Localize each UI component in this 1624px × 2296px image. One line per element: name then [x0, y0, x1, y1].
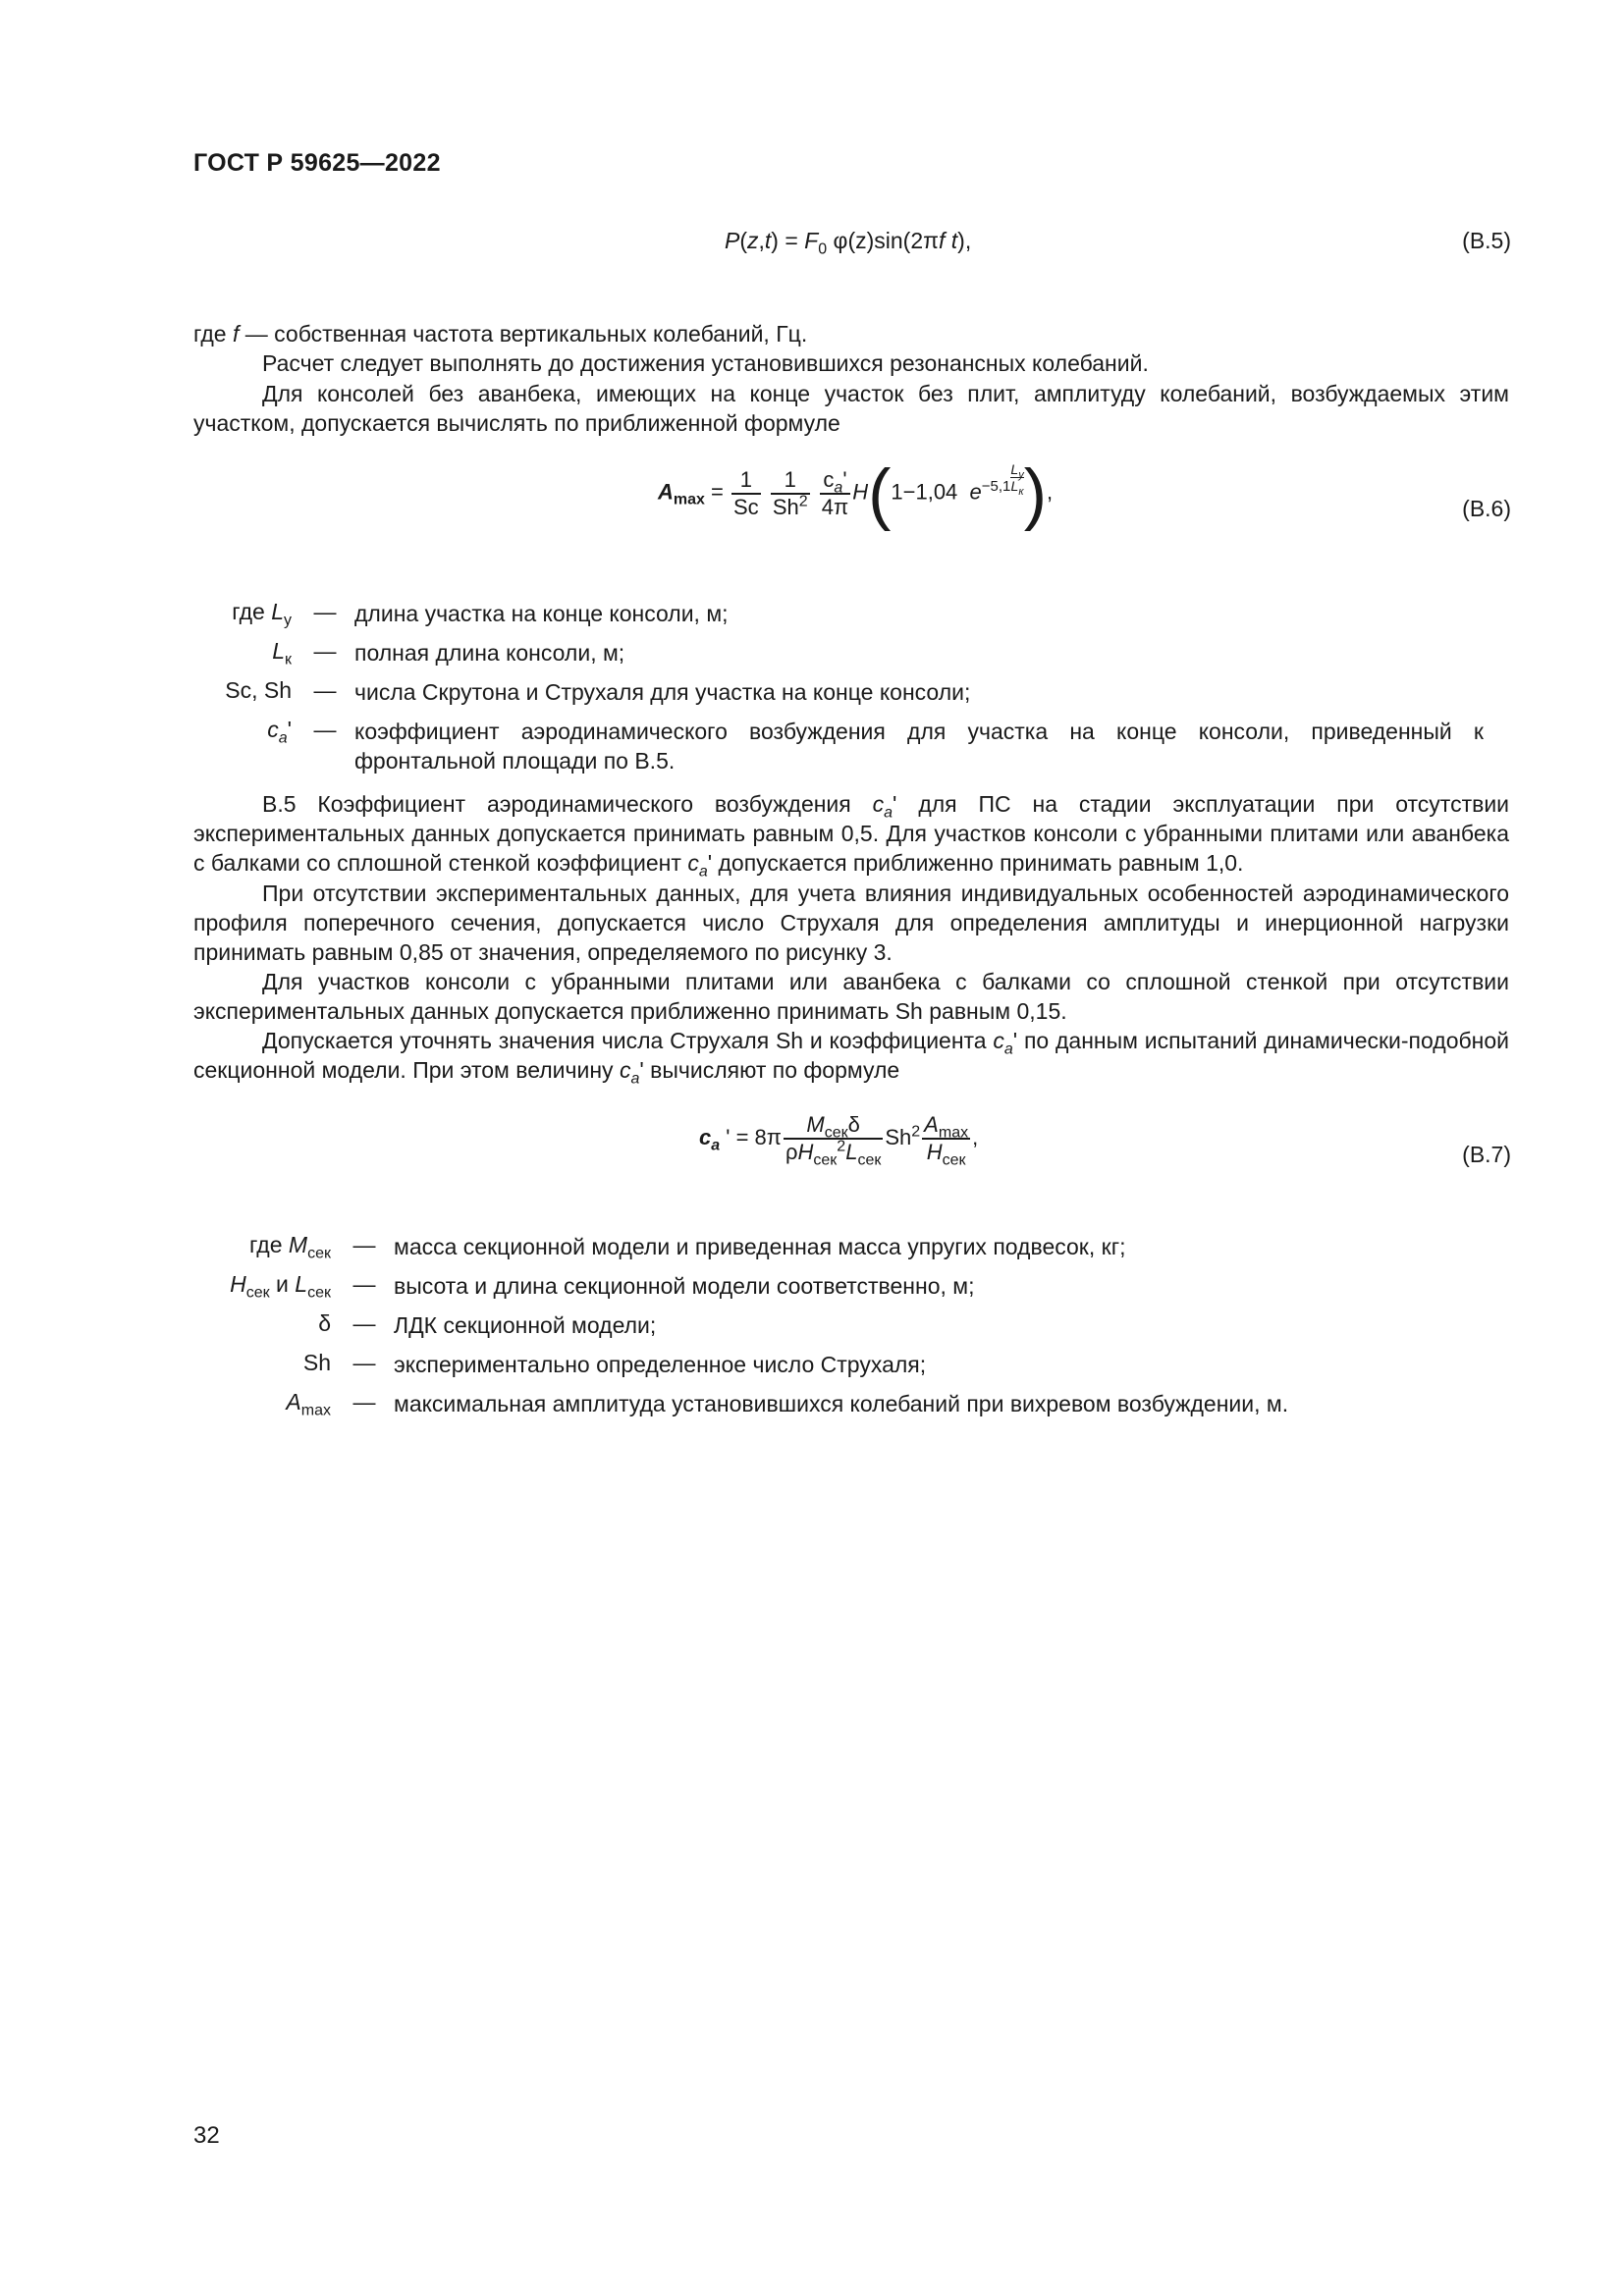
page-number: 32: [193, 2122, 220, 2149]
definition-row-sh: Sh — экспериментально определенное число Струхаля;: [302, 1350, 927, 1377]
definition-row-ly: где $L_у$ — длина участка на конце консоли, м;: [232, 599, 729, 629]
definition-row-msek: где $M_{сек}$ — масса секционной модели и приведенная масса упругих подвесок, кг;: [248, 1232, 1126, 1262]
equation-b6: $A_{max}$ = $\frac{1}{Sc}$ $\frac{1}{Sh^2}$ $\frac{c_a'}{4\pi}$ H(1−1,04 $e^{-5,1}$ $L_y$ $L_к$ ),: [658, 454, 1054, 532]
equation-number-b5: (В.5): [1462, 228, 1511, 253]
definitions-b7: [193, 1232, 1509, 1428]
definitions-b6: [193, 599, 1509, 775]
where-f-text: — собственная частота вертикальных колебаний, Гц.: [244, 321, 808, 347]
definition-row-hsek-lsek: $H_{сек}$ и $L_{сек}$ — высота и длина секционной модели соответственно, м;: [230, 1271, 975, 1302]
definition-row-lk: $L_к$ — полная длина консоли, м;: [272, 638, 625, 668]
paragraph-b5: В.5 Коэффициент аэродинамического возбуждения $c_a'$ для ПС на стадии эксплуатации при отсутствии экспериментальных данных допускается принимать равным 0,5. Для участков консоли с убранными плитами или аванбека с балками со сплошной стенкой коэффициент $c_a'$ допускается приближенно принимать равным 1,0.: [193, 791, 1510, 881]
paragraph-4: Для участков консоли с убранными плитами или аванбека с балками со сплошной стенкой при отсутствии экспериментальных данных допускается приближенно принимать Sh равным 0,15.: [193, 969, 1509, 1024]
equation-number-b7: (В.7): [1462, 1142, 1511, 1167]
document-code: ГОСТ Р 59625—2022: [193, 149, 441, 177]
paragraph-2: Для консолей без аванбека, имеющих на конце участок без плит, амплитуду колебаний, возбуждаемых этим участком, допускается вычислять по приближенной формуле: [193, 381, 1509, 436]
equation-b5: $P(z,t) = F_0$ φ(z)sin(2πf t),: [725, 228, 972, 258]
definition-row-amax: $A_{max}$ — максимальная амплитуда установившихся колебаний при вихревом возбуждении, м.: [286, 1389, 1289, 1419]
equation-b7: $c_a$ ' = 8π $\frac{M_{сек}\delta}{\rho H_{сек}^2L_{сек}}$ Sh$^2$ $\frac{A_{max}}{H_{сек}}$ ,: [699, 1112, 979, 1169]
equation-number-b6: (В.6): [1462, 496, 1511, 521]
paragraph-1: Расчет следует выполнять до достижения установившихся резонансных колебаний.: [262, 350, 1149, 376]
paragraph-5: Допускается уточнять значения числа Струхаля Sh и коэффициента $c_a'$ по данным испытаний динамически-подобной секционной модели. При этом величину $c_a'$ вычисляют по формуле: [193, 1028, 1510, 1088]
definition-row-ca: $c_a'$ — коэффициент аэродинамического возбуждения для участка на конце консоли, приведенный к фронтальной площади по В.5.: [267, 717, 1484, 774]
definition-row-delta: δ — ЛДК секционной модели;: [318, 1310, 657, 1338]
where-f-line: где f — собственная частота вертикальных колебаний, Гц.: [193, 321, 808, 347]
definition-row-sc-sh: Sc, Sh — числа Скрутона и Струхаля для участка на конце консоли;: [225, 677, 971, 705]
paragraph-3: При отсутствии экспериментальных данных, для учета влияния индивидуальных особенностей аэродинамического профиля поперечного сечения, допускается число Струхаля для определения амплитуды и инерционной нагрузки принимать равным 0,85 от значения, определяемого по рисунку 3.: [193, 881, 1509, 965]
